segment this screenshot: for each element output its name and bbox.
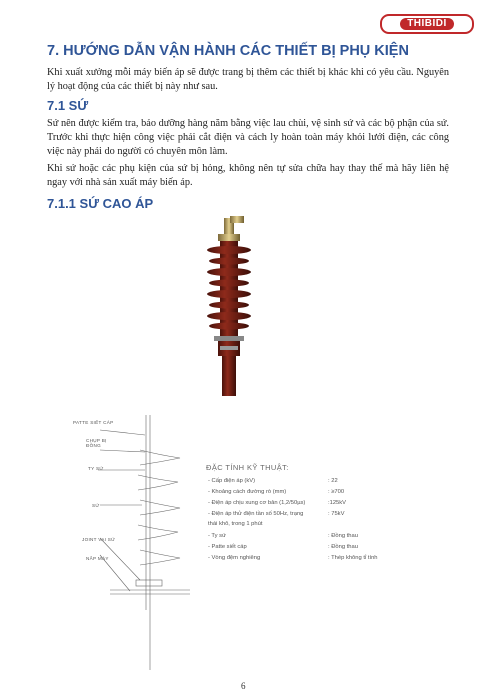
spec-value: : ≥700: [328, 489, 345, 495]
spec-label: - Điện áp chịu xung cơ bản (1,2/50µs): [208, 500, 306, 506]
callout-chup-bi-dong: CHỤP BỊ ĐỒNG: [86, 438, 107, 448]
page-number: 6: [241, 681, 246, 691]
section-7-1-title: 7.1 SỨ: [47, 98, 89, 113]
spec-label: - Patte siết cáp: [208, 544, 247, 550]
spec-value: : Đồng thau: [328, 533, 358, 539]
spec-value: : Thép không tỉ tính: [328, 555, 378, 561]
bushing-photo: [200, 216, 258, 396]
spec-label: - Vòng đệm nghiêng: [208, 555, 261, 561]
section-7-paragraph: Khi xuất xưởng mỗi máy biến áp sẽ được trang bị thêm các thiết bị khác khi có yêu cầu. Nguyên lý hoạt động của các thiết bị này như sau.: [47, 67, 449, 93]
specs-title: ĐẶC TÍNH KỸ THUẬT:: [206, 463, 289, 472]
spec-value: : Đồng thau: [328, 544, 358, 550]
logo-text: THIBIDI: [400, 18, 454, 30]
spec-label: - Ty sứ: [208, 533, 226, 539]
spec-label: - Cấp điện áp (kV): [208, 478, 256, 484]
thibidi-logo: [380, 14, 474, 34]
callout-su: SỨ: [92, 503, 100, 508]
section-7-1-paragraph-1: Sứ nên được kiểm tra, bảo dưỡng hàng năm bằng việc lau chùi, vệ sinh sứ và các bộ phận của sứ. Trước khi thực hiện công việc phải cắt điện và cách ly hoàn toàn máy khỏi lưới điện, các công việc này phải do người có chuyên môn làm.: [47, 118, 449, 158]
section-7-title: 7. HƯỚNG DẪN VẬN HÀNH CÁC THIẾT BỊ PHỤ KIỆN: [47, 43, 409, 59]
callout-ty-su: TY SỨ: [88, 466, 104, 471]
callout-nap-may: NẮP MÁY: [86, 556, 109, 561]
spec-label: thái khô, trong 1 phút: [208, 521, 263, 527]
spec-value: : 75kV: [328, 511, 345, 517]
spec-label: - Khoảng cách đường rò (mm): [208, 489, 287, 495]
bushing-diagram: [70, 410, 210, 680]
section-7-1-1-title: 7.1.1 SỨ CAO ÁP: [47, 196, 154, 211]
spec-value: : 22: [328, 478, 338, 484]
callout-joint-vai-su: JOINT VAI SỨ: [82, 537, 116, 542]
spec-value: :125kV: [328, 500, 347, 506]
spec-label: - Điện áp thử điện tần số 50Hz, trạng: [208, 511, 304, 517]
section-7-1-paragraph-2: Khi sứ hoặc các phụ kiện của sứ bị hỏng, không nên tự sửa chữa hay thay thế mà hãy liên hệ ngay với nhà sản xuất máy biến áp.: [47, 163, 449, 189]
callout-patte-siet-cap: PATTE SIẾT CÁP: [73, 420, 114, 425]
